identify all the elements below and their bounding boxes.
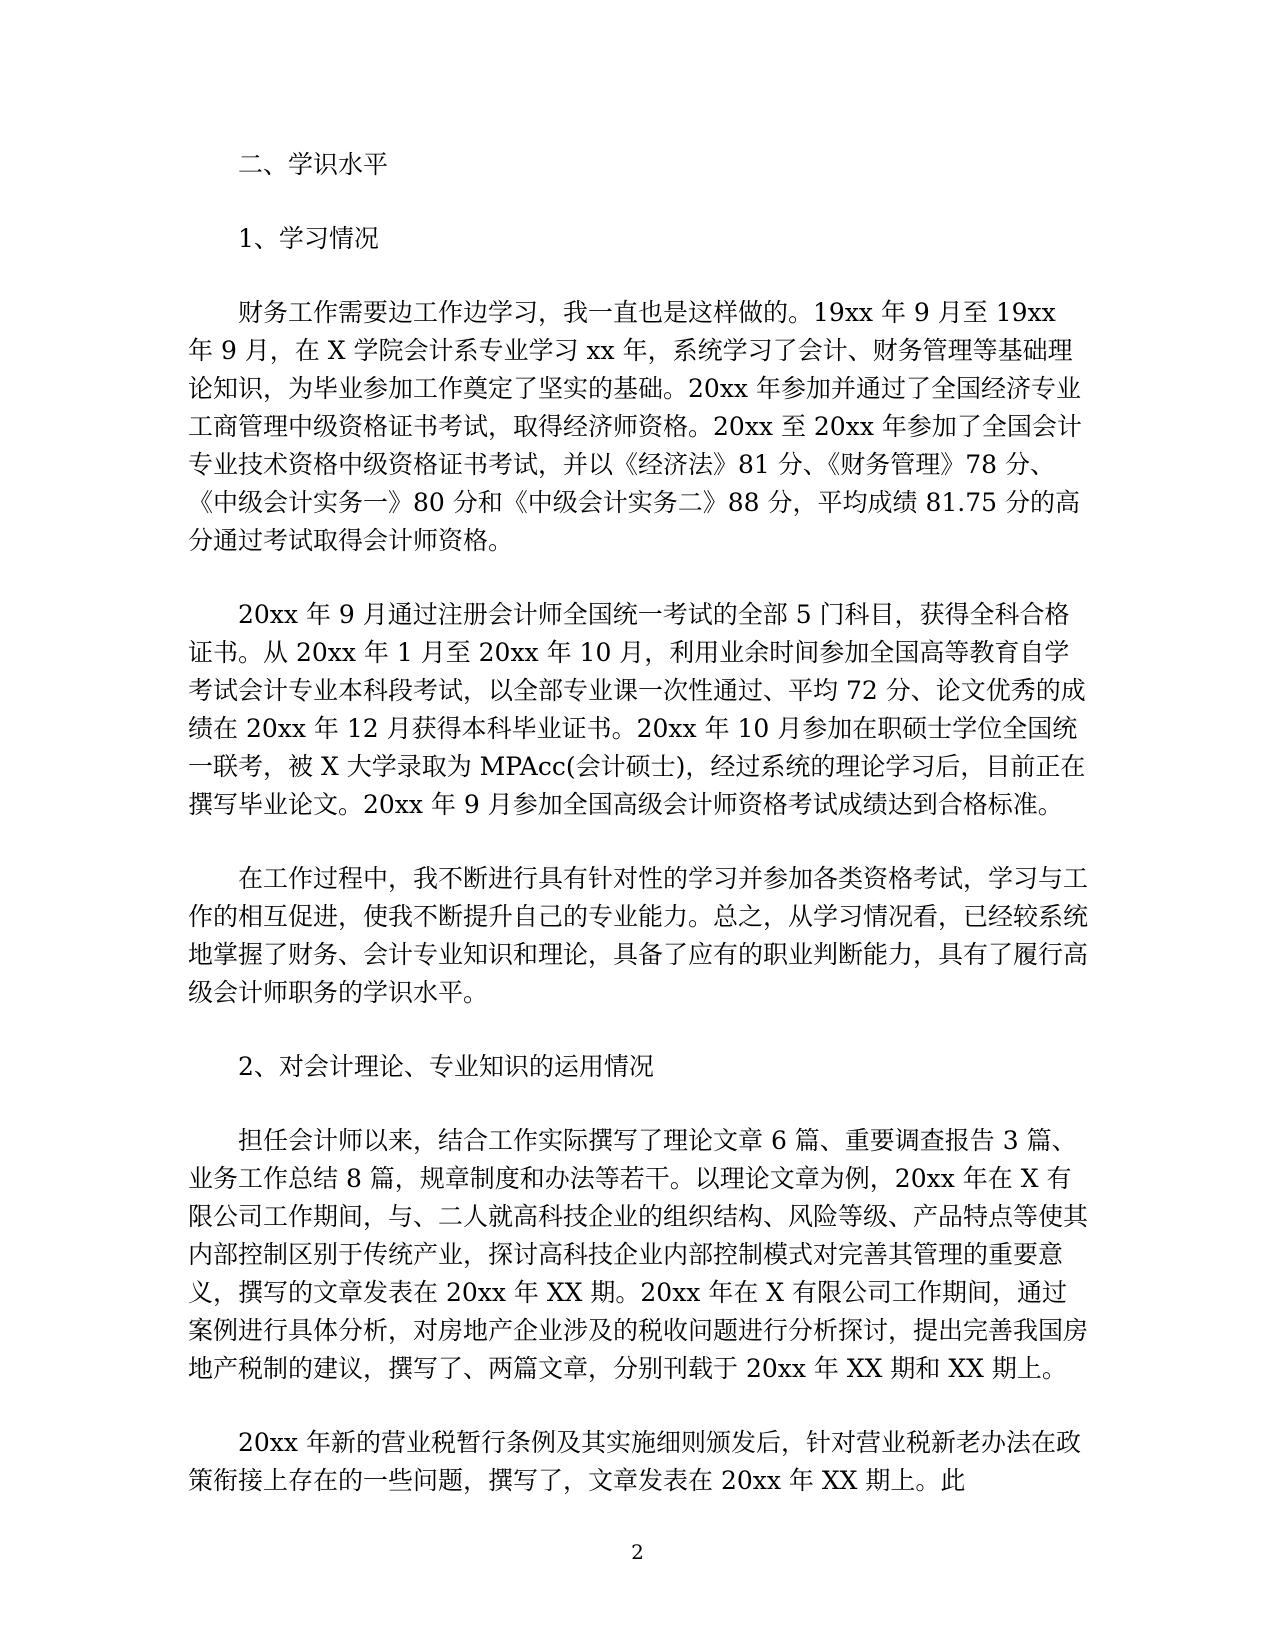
subsection-title-application: 2、对会计理论、专业知识的运用情况 — [238, 1052, 654, 1081]
section-title: 二、学识水平 — [238, 150, 389, 179]
paragraph-study-summary: 在工作过程中，我不断进行具有针对性的学习并参加各类资格考试，学习与工作的相互促进，使我不断提升自己的专业能力。总之，从学习情况看，已经较系统地掌握了财务、会计专业知识和理论，具备了应有的职业判断能力，具有了履行高级会计师职务的学识水平。 — [188, 864, 1089, 1007]
subsection-title-study: 1、学习情况 — [238, 224, 379, 253]
paragraph-business-tax: 20xx 年新的营业税暂行条例及其实施细则颁发后，针对营业税新老办法在政策衔接上存在的一些问题，撰写了，文章发表在 20xx 年 XX 期上。此 — [188, 1428, 1081, 1495]
paragraph-certifications: 20xx 年 9 月通过注册会计师全国统一考试的全部 5 门科目，获得全科合格证书。从 20xx 年 1 月至 20xx 年 10 月，利用业余时间参加全国高等教育自学考试会计专业本科段考试，以全部专业课一次性通过、平均 72 分、论文优秀的成绩在 20xx 年 12 月获得本科毕业证书。20xx 年 10 月参加在职硕士学位全国统一联考，被 X 大学录取为 MPAcc(会计硕士)，经过系统的理论学习后，目前正在撰写毕业论文。20xx 年 9 月参加全国高级会计师资格考试成绩达到合格标准。 — [188, 600, 1086, 819]
page-number: 2 — [631, 1540, 644, 1564]
document-body — [188, 146, 1088, 1536]
paragraph-publications: 担任会计师以来，结合工作实际撰写了理论文章 6 篇、重要调查报告 3 篇、业务工作总结 8 篇，规章制度和办法等若干。以理论文章为例，20xx 年在 X 有限公司工作期间，与、二人就高科技企业的组织结构、风险等级、产品特点等使其内部控制区别于传统产业，探讨高科技企业内部控制模式对完善其管理的重要意义，撰写的文章发表在 20xx 年 XX 期。20xx 年在 X 有限公司工作期间，通过案例进行具体分析，对房地产企业涉及的税收问题进行分析探讨，提出完善我国房地产税制的建议，撰写了、两篇文章，分别刊载于 20xx 年 XX 期和 XX 期上。 — [188, 1126, 1089, 1383]
paragraph-study-history: 财务工作需要边工作边学习，我一直也是这样做的。19xx 年 9 月至 19xx 年 9 月，在 X 学院会计系专业学习 xx 年，系统学习了会计、财务管理等基础理论知识，为毕业参加工作奠定了坚实的基础。20xx 年参加并通过了全国经济专业工商管理中级资格证书考试，取得经济师资格。20xx 至 20xx 年参加了全国会计专业技术资格中级资格证书考试，并以《经济法》81 分、《财务管理》78 分、《中级会计实务一》80 分和《中级会计实务二》88 分，平均成绩 81.75 分的高分通过考试取得会计师资格。 — [188, 298, 1082, 555]
